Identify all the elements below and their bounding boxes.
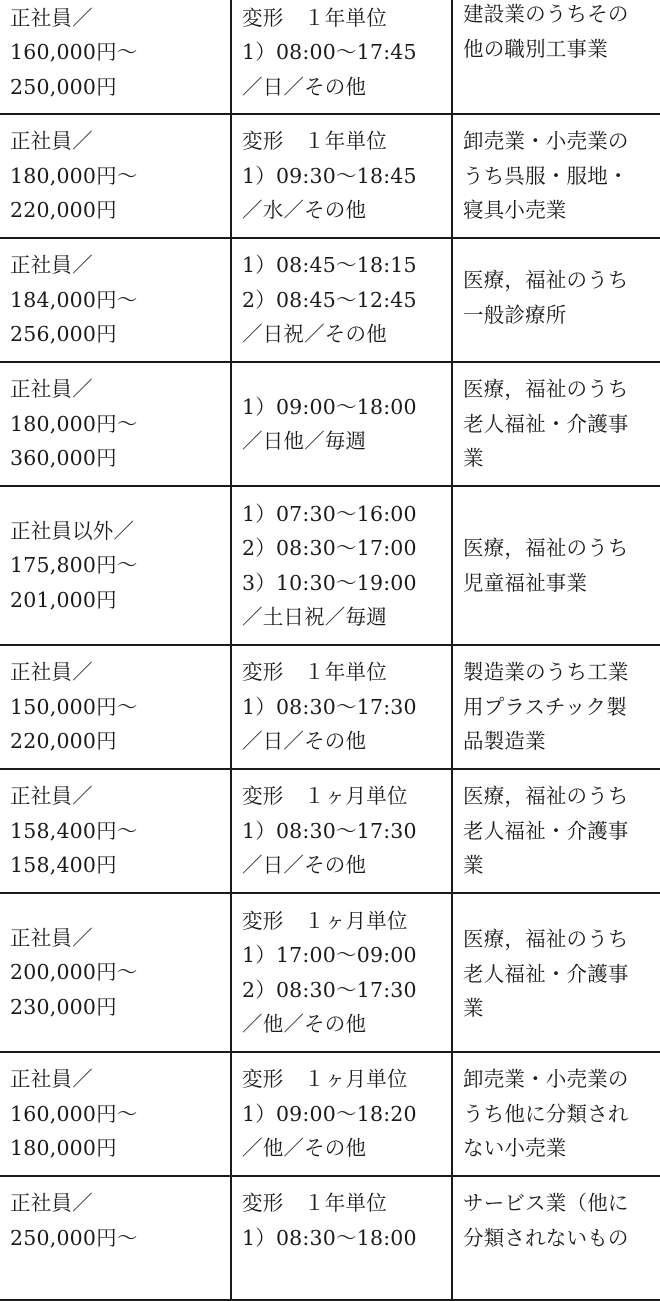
pay-line: 正社員／ xyxy=(10,660,93,685)
hours-cell xyxy=(231,1176,452,1300)
hours-cell xyxy=(231,645,452,769)
table-row xyxy=(0,486,660,645)
pay-cell xyxy=(0,1052,231,1176)
hours-line xyxy=(242,1255,451,1290)
industry-line: 建設業のうちその xyxy=(463,2,629,26)
table-row xyxy=(0,645,660,769)
industry-cell xyxy=(452,362,660,486)
hours-cell xyxy=(231,486,452,645)
hours-cell xyxy=(231,893,452,1052)
hours-line: ／日／その他 xyxy=(242,729,367,754)
table-row xyxy=(0,769,660,893)
industry-line: 老人福祉・介護事 xyxy=(463,818,629,843)
pay-line: 正社員／ xyxy=(10,377,93,402)
hours-line: ／日祝／その他 xyxy=(242,322,387,347)
industry-cell xyxy=(452,769,660,893)
industry-line: 業 xyxy=(463,446,484,471)
pay-line: 正社員／ xyxy=(10,5,93,30)
hours-line: ／土日祝／毎週 xyxy=(242,605,387,629)
hours-line: 変形 １ヶ月単位 xyxy=(242,1067,408,1092)
pay-line: 正社員／ xyxy=(10,1067,93,1092)
pay-cell xyxy=(0,238,231,362)
pay-line: 160,000円～ xyxy=(10,40,138,65)
hours-line: 1）08:00～17:45 xyxy=(242,40,417,65)
industry-line: 医療，福祉のうち xyxy=(463,377,629,402)
industry-line: うち他に分類され xyxy=(463,1101,629,1126)
pay-cell xyxy=(0,1176,231,1300)
table-row xyxy=(0,0,660,114)
hours-cell xyxy=(231,114,452,238)
industry-line: 分類されないもの xyxy=(463,1225,629,1250)
pay-line: 180,000円 xyxy=(10,1136,117,1161)
hours-line: 1）09:00～18:20 xyxy=(242,1101,417,1126)
hours-line: 変形 １年単位 xyxy=(242,660,387,685)
pay-line: 正社員／ xyxy=(10,1191,93,1216)
pay-cell xyxy=(0,0,231,114)
pay-line: 175,800円～ xyxy=(10,553,138,578)
pay-line: 201,000円 xyxy=(10,587,117,612)
hours-line: 1）09:30～18:45 xyxy=(242,163,417,188)
industry-line: サービス業（他に xyxy=(463,1191,629,1216)
hours-line: 1）08:30～18:00 xyxy=(242,1225,417,1250)
industry-cell xyxy=(452,114,660,238)
industry-line: 医療，福祉のうち xyxy=(463,927,629,951)
hours-line: 1）09:00～18:00 xyxy=(242,394,417,419)
industry-line: 卸売業・小売業の xyxy=(463,1067,629,1092)
industry-cell xyxy=(452,0,660,114)
pay-line: 220,000円 xyxy=(10,729,117,754)
hours-line: 変形 １ヶ月単位 xyxy=(242,908,408,933)
pay-line: 250,000円～ xyxy=(10,1225,138,1250)
pay-line: 184,000円～ xyxy=(10,287,138,312)
industry-line: 他の職別工事業 xyxy=(463,36,608,61)
hours-line: 1）08:45～18:15 xyxy=(242,253,417,278)
hours-line: 2）08:30～17:00 xyxy=(242,536,417,560)
hours-line: ／水／その他 xyxy=(242,198,367,223)
industry-line: 品製造業 xyxy=(463,729,546,754)
industry-line: 製造業のうち工業 xyxy=(463,660,629,685)
pay-line: 正社員／ xyxy=(10,925,93,950)
pay-line: 正社員／ xyxy=(10,784,93,809)
industry-cell xyxy=(452,486,660,645)
pay-line: 正社員／ xyxy=(10,129,93,154)
hours-line: 変形 １年単位 xyxy=(242,1191,387,1216)
hours-line: 1）07:30～16:00 xyxy=(242,501,417,526)
pay-line: 150,000円～ xyxy=(10,694,138,719)
industry-line: ない小売業 xyxy=(463,1136,567,1161)
hours-line: 1）17:00～09:00 xyxy=(242,943,417,967)
table-row xyxy=(0,114,660,238)
industry-line: 老人福祉・介護事 xyxy=(463,961,629,986)
hours-line: ／日他／毎週 xyxy=(242,429,367,453)
industry-cell xyxy=(452,893,660,1052)
pay-line: 256,000円 xyxy=(10,322,117,347)
industry-line: 医療，福祉のうち xyxy=(463,268,629,292)
pay-line: 220,000円 xyxy=(10,198,117,223)
pay-line xyxy=(10,1255,230,1290)
hours-line: 2）08:30～17:30 xyxy=(242,977,417,1002)
pay-cell xyxy=(0,769,231,893)
industry-line: 業 xyxy=(463,853,484,878)
hours-line: 1）08:30～17:30 xyxy=(242,818,417,843)
hours-cell xyxy=(231,1052,452,1176)
hours-line: ／他／その他 xyxy=(242,1012,367,1036)
hours-line: 1）08:30～17:30 xyxy=(242,694,417,719)
industry-line: 業 xyxy=(463,996,484,1020)
pay-cell xyxy=(0,486,231,645)
hours-line: ／他／その他 xyxy=(242,1136,367,1161)
hours-cell xyxy=(231,362,452,486)
hours-cell xyxy=(231,769,452,893)
pay-line: 360,000円 xyxy=(10,446,117,471)
table-row xyxy=(0,1052,660,1176)
pay-cell xyxy=(0,645,231,769)
hours-line: 変形 １年単位 xyxy=(242,5,387,30)
industry-cell xyxy=(452,238,660,362)
industry-line: 児童福祉事業 xyxy=(463,570,588,595)
hours-line: 3）10:30～19:00 xyxy=(242,570,417,595)
industry-cell xyxy=(452,1176,660,1300)
pay-line: 200,000円～ xyxy=(10,960,138,985)
hours-line: 変形 １年単位 xyxy=(242,129,387,154)
hours-line: ／日／その他 xyxy=(242,74,367,99)
hours-line: 変形 １ヶ月単位 xyxy=(242,784,408,809)
pay-line: 正社員以外／ xyxy=(10,518,135,543)
pay-line: 180,000円～ xyxy=(10,411,138,436)
table-row xyxy=(0,362,660,486)
industry-line: 一般診療所 xyxy=(463,302,567,327)
pay-line: 158,400円～ xyxy=(10,818,138,843)
industry-line: 医療，福祉のうち xyxy=(463,536,629,560)
hours-cell xyxy=(231,238,452,362)
industry-line xyxy=(463,1255,660,1290)
table-row xyxy=(0,238,660,362)
hours-cell xyxy=(231,0,452,114)
industry-line: 用プラスチック製 xyxy=(463,694,627,719)
industry-line: うち呉服・服地・ xyxy=(463,163,629,188)
pay-line: 230,000円 xyxy=(10,994,117,1019)
industry-line: 老人福祉・介護事 xyxy=(463,411,629,436)
pay-cell xyxy=(0,893,231,1052)
pay-line: 160,000円～ xyxy=(10,1101,138,1126)
table-row xyxy=(0,1176,660,1300)
pay-line: 180,000円～ xyxy=(10,163,138,188)
hours-line: ／日／その他 xyxy=(242,853,367,878)
industry-cell xyxy=(452,645,660,769)
industry-line: 寝具小売業 xyxy=(463,198,567,223)
industry-line: 医療，福祉のうち xyxy=(463,784,629,809)
industry-cell xyxy=(452,1052,660,1176)
hours-line: 2）08:45～12:45 xyxy=(242,287,417,312)
pay-line: 250,000円 xyxy=(10,74,117,99)
pay-cell xyxy=(0,114,231,238)
industry-line: 卸売業・小売業の xyxy=(463,129,629,154)
table-row xyxy=(0,893,660,1052)
pay-cell xyxy=(0,362,231,486)
pay-line: 158,400円 xyxy=(10,853,117,878)
pay-line: 正社員／ xyxy=(10,253,93,278)
